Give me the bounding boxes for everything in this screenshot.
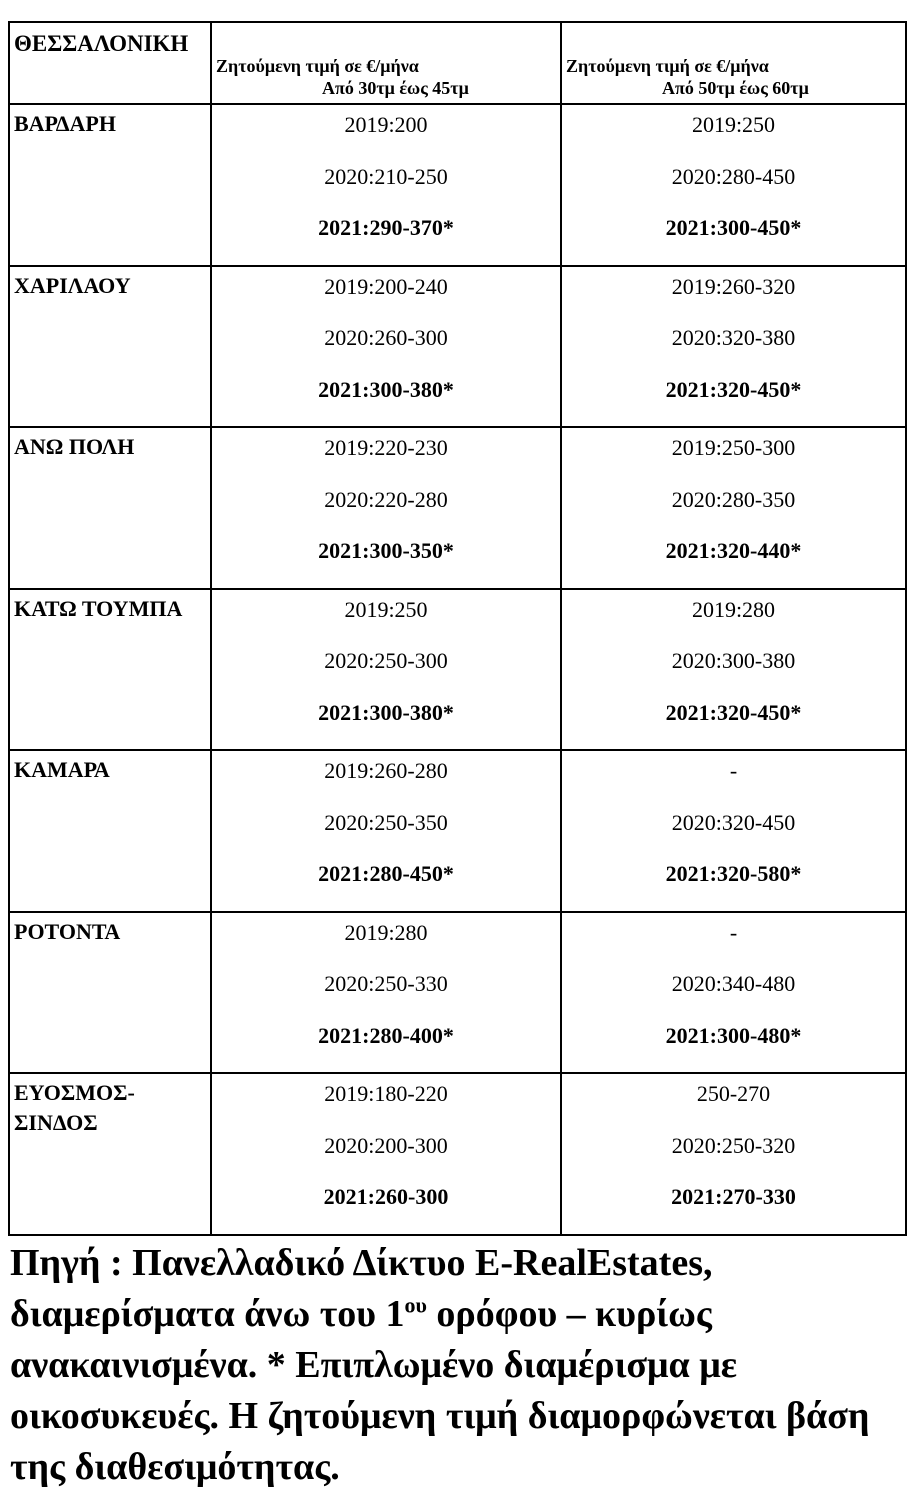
price-cell-col2 — [561, 427, 906, 589]
price-value: 2020:210-250 — [324, 163, 448, 189]
area-name: ΡΟΤΟΝΤΑ — [9, 912, 211, 1074]
price-value: 250-270 — [696, 1081, 771, 1106]
price-value: 2021:260-300 — [323, 1184, 449, 1209]
price-value: - — [729, 919, 738, 945]
price-value: 2019:250-300 — [671, 435, 796, 460]
table-header-row — [9, 22, 906, 104]
area-name: ΕΥΟΣΜΟΣ-ΣΙΝΔΟΣ — [9, 1073, 211, 1235]
price-value: 2020:260-300 — [324, 325, 448, 350]
price-cell-col1 — [211, 750, 561, 912]
table-row — [9, 912, 906, 1074]
table-row — [9, 1073, 906, 1235]
price-value: 2021:320-450* — [665, 699, 802, 725]
table-body — [9, 104, 906, 1235]
price-value: 2020:250-330 — [324, 971, 448, 996]
price-value: 2019:200 — [344, 112, 428, 137]
price-value: 2021:270-330 — [671, 1184, 796, 1209]
price-value: 2021:300-350* — [318, 538, 454, 563]
price-value: 2019:260-280 — [324, 758, 448, 783]
table-row — [9, 589, 906, 751]
price-value: 2021:300-450* — [665, 215, 802, 240]
price-value: 2019:280 — [691, 596, 776, 622]
column-header-line1: Ζητούμενη τιμή σε €/μήνα — [566, 56, 769, 76]
price-value: 2019:280 — [344, 919, 428, 945]
price-cell-col2 — [561, 1073, 906, 1235]
area-name: ΑΝΩ ΠΟΛΗ — [9, 427, 211, 589]
price-cell-col1 — [211, 427, 561, 589]
price-value: 2020:250-300 — [324, 648, 448, 673]
price-value: 2019:250 — [344, 596, 428, 622]
price-value: 2020:250-350 — [324, 809, 448, 835]
source-note-superscript: ου — [404, 1292, 427, 1318]
source-note-part1: Πηγή : Πανελλαδικό Δίκτυο E-RealEstates, διαμερίσματα άνω του 1 — [10, 1242, 713, 1335]
price-value: 2020:220-280 — [324, 486, 448, 512]
area-name: ΚΑΤΩ ΤΟΥΜΠΑ — [9, 589, 211, 751]
table-row — [9, 427, 906, 589]
price-value: 2021:320-450* — [665, 376, 802, 402]
area-name: ΧΑΡΙΛΑΟΥ — [9, 266, 211, 428]
area-name: ΚΑΜΑΡΑ — [9, 750, 211, 912]
price-value: - — [729, 758, 738, 783]
price-value: 2020:250-320 — [671, 1132, 796, 1158]
price-value: 2019:260-320 — [671, 273, 796, 299]
price-value: 2020:320-450 — [671, 809, 796, 835]
price-value: 2021:300-480* — [665, 1022, 802, 1048]
rent-price-table — [8, 21, 907, 1236]
table-row — [9, 104, 906, 266]
price-cell-col1 — [211, 589, 561, 751]
source-note — [10, 1238, 905, 1493]
price-value: 2019:220-230 — [324, 435, 448, 460]
price-value: 2021:300-380* — [318, 376, 454, 402]
price-value: 2021:280-450* — [318, 861, 454, 886]
price-value: 2020:300-380 — [671, 648, 796, 673]
price-cell-col1 — [211, 266, 561, 428]
price-value: 2021:300-380* — [318, 699, 454, 725]
price-value: 2019:200-240 — [324, 273, 448, 299]
column-header-30-45 — [211, 22, 561, 104]
price-value: 2021:320-580* — [665, 861, 802, 886]
price-value: 2020:200-300 — [324, 1132, 448, 1158]
price-cell-col1 — [211, 1073, 561, 1235]
price-value: 2020:340-480 — [671, 971, 796, 996]
table-row — [9, 750, 906, 912]
price-cell-col2 — [561, 912, 906, 1074]
price-cell-col2 — [561, 589, 906, 751]
price-value: 2020:280-350 — [671, 486, 796, 512]
price-cell-col2 — [561, 104, 906, 266]
price-value: 2019:250 — [691, 112, 776, 137]
price-cell-col1 — [211, 104, 561, 266]
price-value: 2019:180-220 — [324, 1081, 448, 1106]
source-note-part2: ορόφου – κυρίως ανακαινισμένα. * Επιπλωμένο διαμέρισμα με οικοσυκευές. Η ζητούμενη τιμή διαμορφώνεται βάση της διαθεσιμότητας. — [10, 1293, 870, 1488]
area-name: ΒΑΡΔΑΡΗ — [9, 104, 211, 266]
price-value: 2021:320-440* — [665, 538, 802, 563]
column-header-line2: Από 50τμ έως 60τμ — [662, 78, 809, 98]
price-value: 2020:320-380 — [671, 325, 796, 350]
city-header: ΘΕΣΣΑΛΟΝΙΚΗ — [9, 22, 211, 104]
price-cell-col1 — [211, 912, 561, 1074]
price-value: 2020:280-450 — [671, 163, 796, 189]
price-value: 2021:280-400* — [318, 1022, 454, 1048]
column-header-50-60 — [561, 22, 906, 104]
column-header-line1: Ζητούμενη τιμή σε €/μήνα — [216, 56, 419, 76]
price-cell-col2 — [561, 266, 906, 428]
price-cell-col2 — [561, 750, 906, 912]
price-value: 2021:290-370* — [318, 215, 454, 240]
table-row — [9, 266, 906, 428]
column-header-line2: Από 30τμ έως 45τμ — [322, 78, 469, 98]
